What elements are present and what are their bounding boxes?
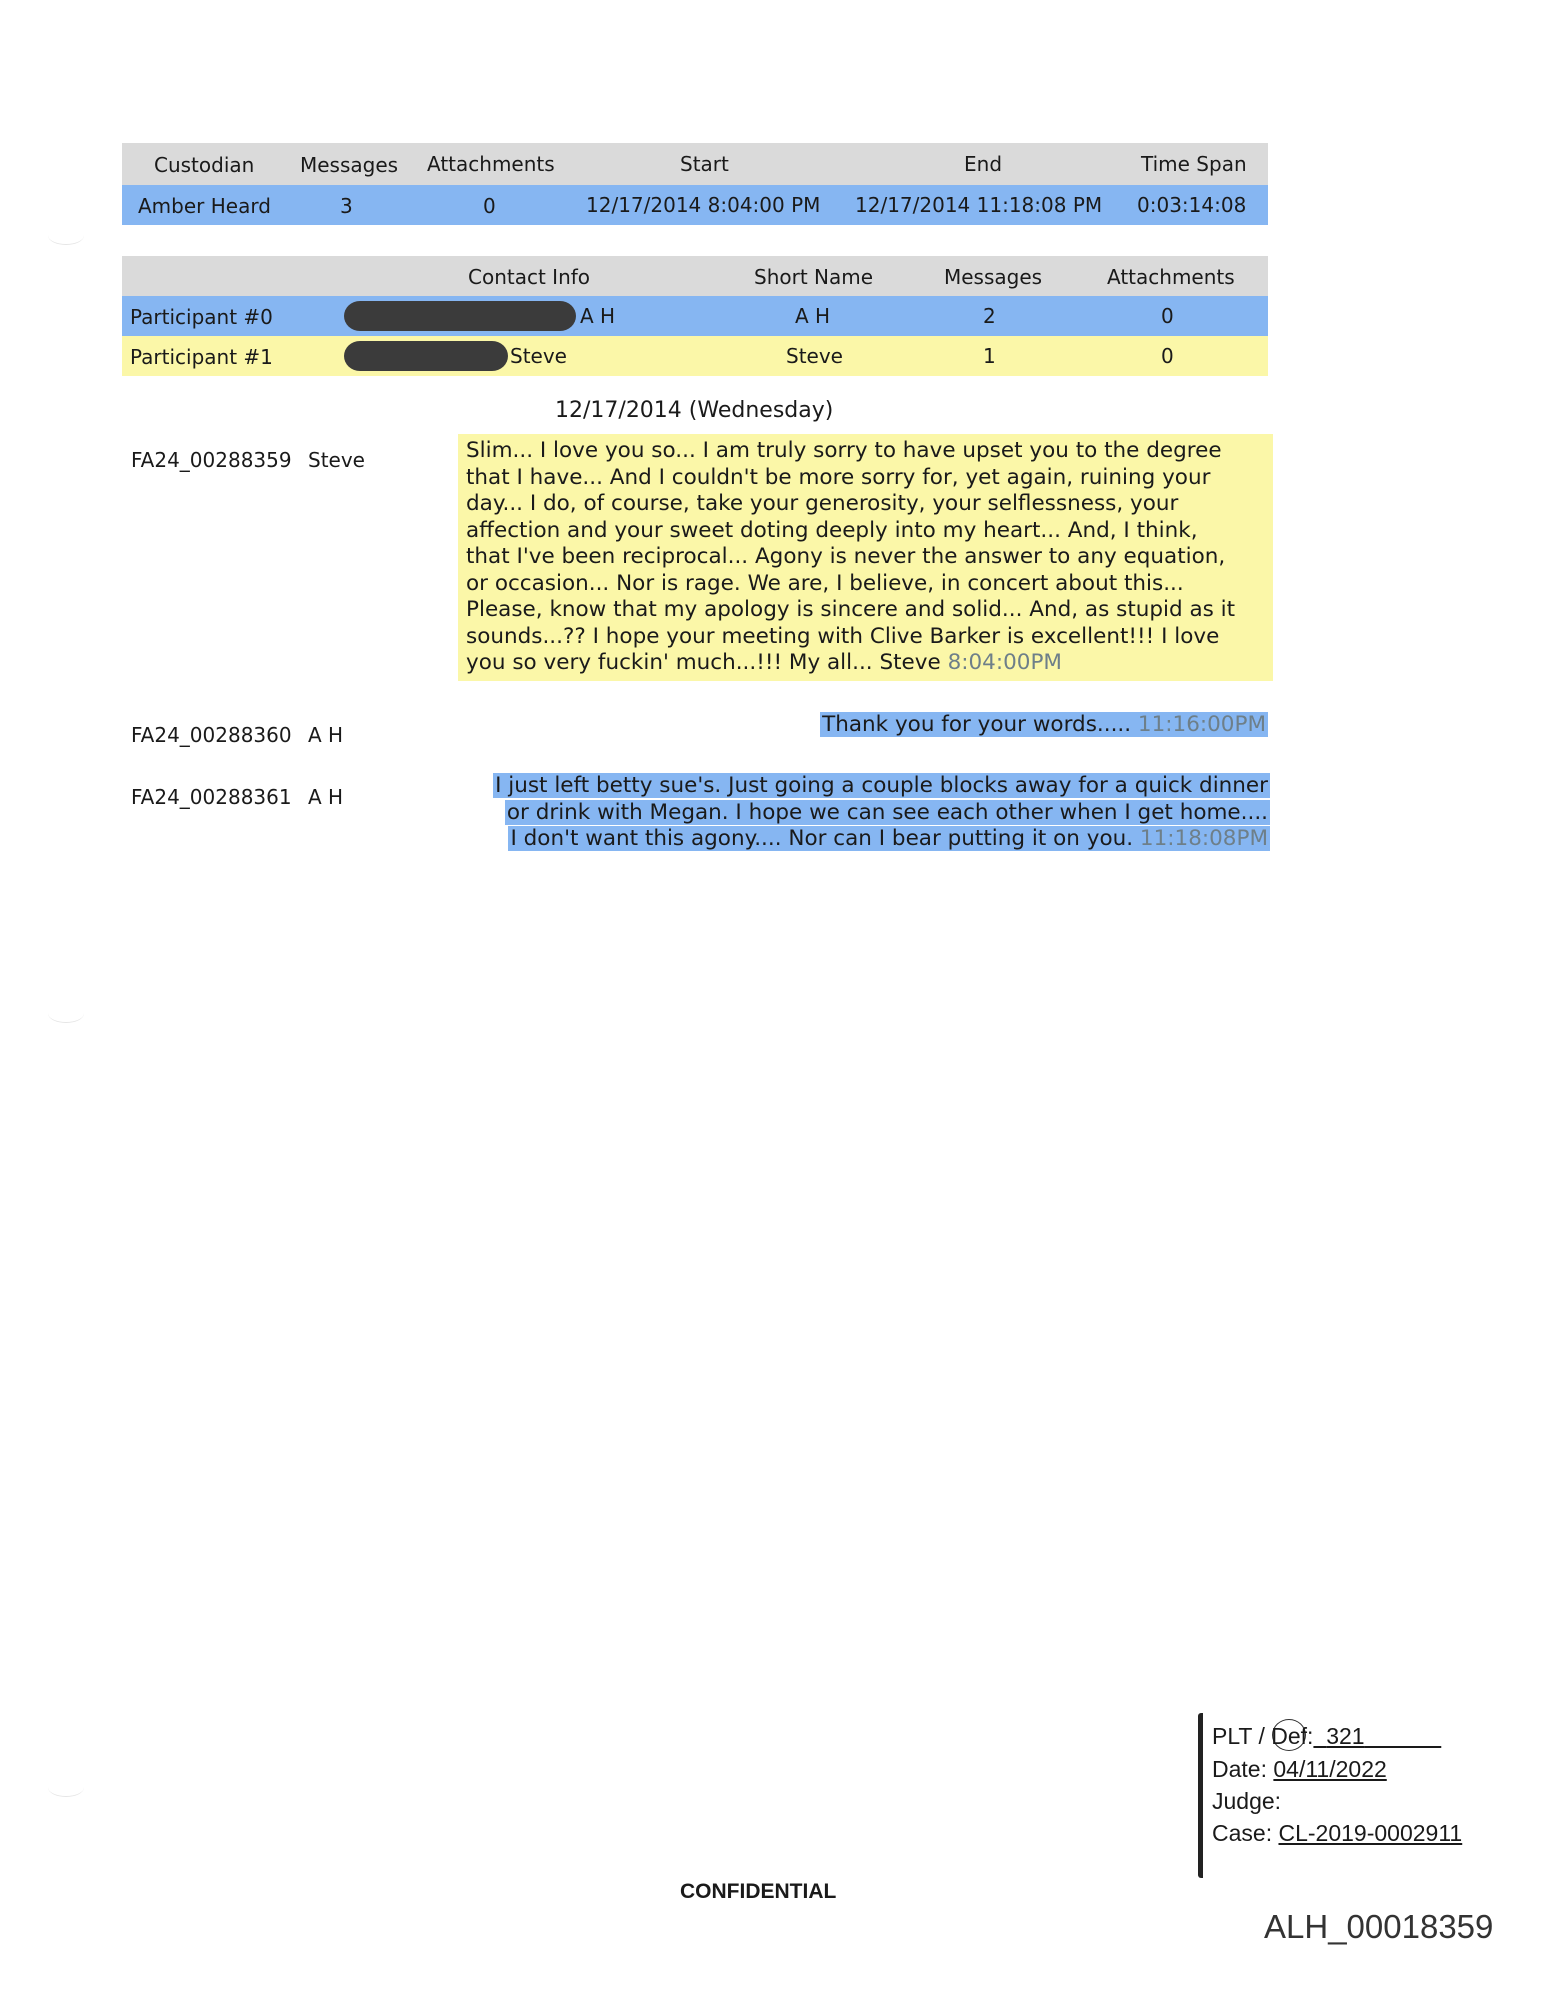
- participant-row: [122, 296, 1268, 336]
- redaction-bar: [344, 341, 508, 371]
- message-sender: A H: [308, 723, 344, 747]
- participant-short-name: Steve: [786, 344, 843, 368]
- header-participant-attachments: Attachments: [1107, 265, 1235, 289]
- message-bubble-ah: [460, 773, 1270, 853]
- confidential-label: CONFIDENTIAL: [680, 1880, 837, 1903]
- stamp-judge: Judge:: [1212, 1788, 1282, 1814]
- end-value: 12/17/2014 11:18:08 PM: [855, 193, 1103, 217]
- message-line: sounds...?? I hope your meeting with Clive Barker is excellent!!! I love: [466, 623, 1220, 649]
- message-line: or drink with Megan. I hope we can see each other when I get home....: [506, 799, 1268, 825]
- conversation-date: 12/17/2014 (Wednesday): [555, 398, 834, 423]
- participant-messages: 1: [983, 344, 996, 368]
- message-line: I don't want this agony.... Nor can I bear putting it on you.: [510, 826, 1134, 851]
- start-value: 12/17/2014 8:04:00 PM: [586, 193, 821, 217]
- message-sender: Steve: [308, 448, 365, 472]
- header-participant-messages: Messages: [944, 265, 1043, 289]
- participant-label: Participant #1: [130, 345, 273, 369]
- stamp-plt-def: PLT / Def: 321: [1212, 1723, 1365, 1749]
- message-timestamp: 8:04:00PM: [947, 650, 1062, 675]
- stamp-date: Date: 04/11/2022: [1212, 1756, 1387, 1782]
- summary-data-row: [122, 185, 1268, 225]
- participants-header-row: [122, 256, 1268, 296]
- header-attachments: Attachments: [427, 152, 555, 176]
- message-line: that I have... And I couldn't be more sorry for, yet again, ruining your: [466, 464, 1211, 490]
- messages-value: 3: [340, 194, 353, 218]
- stamp-bracket: [1198, 1713, 1209, 1878]
- message-line: affection and your sweet doting deeply into my heart... And, I think,: [466, 517, 1198, 543]
- participant-short-name: A H: [795, 304, 831, 328]
- punch-mark: [48, 1778, 84, 1797]
- participant-contact: Steve: [510, 344, 567, 368]
- message-timestamp: 11:18:08PM: [1139, 826, 1268, 851]
- bates-number: ALH_00018359: [1264, 1908, 1494, 1945]
- punch-mark: [48, 1004, 84, 1023]
- message-id: FA24_00288359: [131, 448, 292, 472]
- message-line: I just left betty sue's. Just going a couple blocks away for a quick dinner: [495, 773, 1268, 798]
- punch-mark: [48, 226, 84, 245]
- participant-label: Participant #0: [130, 305, 273, 329]
- summary-header-row: [122, 143, 1268, 185]
- header-custodian: Custodian: [154, 153, 255, 177]
- message-line: Thank you for your words.....: [822, 712, 1132, 737]
- header-messages: Messages: [300, 153, 399, 177]
- message-line: day... I do, of course, take your generosity, your selflessness, your: [466, 491, 1179, 516]
- message-id: FA24_00288360: [131, 723, 292, 747]
- redaction-bar: [344, 301, 576, 331]
- participant-messages: 2: [983, 304, 996, 328]
- participant-contact: A H: [580, 304, 616, 328]
- message-bubble-steve: [458, 434, 1273, 681]
- header-time-span: Time Span: [1141, 152, 1247, 176]
- message-line: or occasion... Nor is rage. We are, I believe, in concert about this...: [466, 570, 1184, 596]
- participant-attachments: 0: [1161, 304, 1174, 328]
- exhibit-stamp: [1198, 1713, 1488, 1878]
- message-line: Please, know that my apology is sincere and solid... And, as stupid as it: [466, 597, 1236, 622]
- message-id: FA24_00288361: [131, 785, 292, 809]
- stamp-case: Case: CL-2019-0002911: [1212, 1820, 1463, 1846]
- message-timestamp: 11:16:00PM: [1137, 712, 1266, 737]
- header-end: End: [964, 152, 1003, 176]
- custodian-value: Amber Heard: [138, 194, 271, 218]
- header-start: Start: [680, 152, 729, 176]
- header-short-name: Short Name: [754, 265, 874, 289]
- message-line: that I've been reciprocal... Agony is never the answer to any equation,: [466, 544, 1226, 569]
- participant-row: [122, 336, 1268, 376]
- participant-attachments: 0: [1161, 344, 1174, 368]
- message-sender: A H: [308, 785, 344, 809]
- message-line: Slim... I love you so... I am truly sorry to have upset you to the degree: [466, 438, 1222, 463]
- attachments-value: 0: [483, 194, 496, 218]
- message-line: you so very fuckin' much...!!! My all... Steve: [466, 650, 941, 675]
- time-span-value: 0:03:14:08: [1137, 193, 1247, 217]
- message-bubble-ah: [500, 712, 1268, 739]
- header-contact-info: Contact Info: [468, 265, 591, 289]
